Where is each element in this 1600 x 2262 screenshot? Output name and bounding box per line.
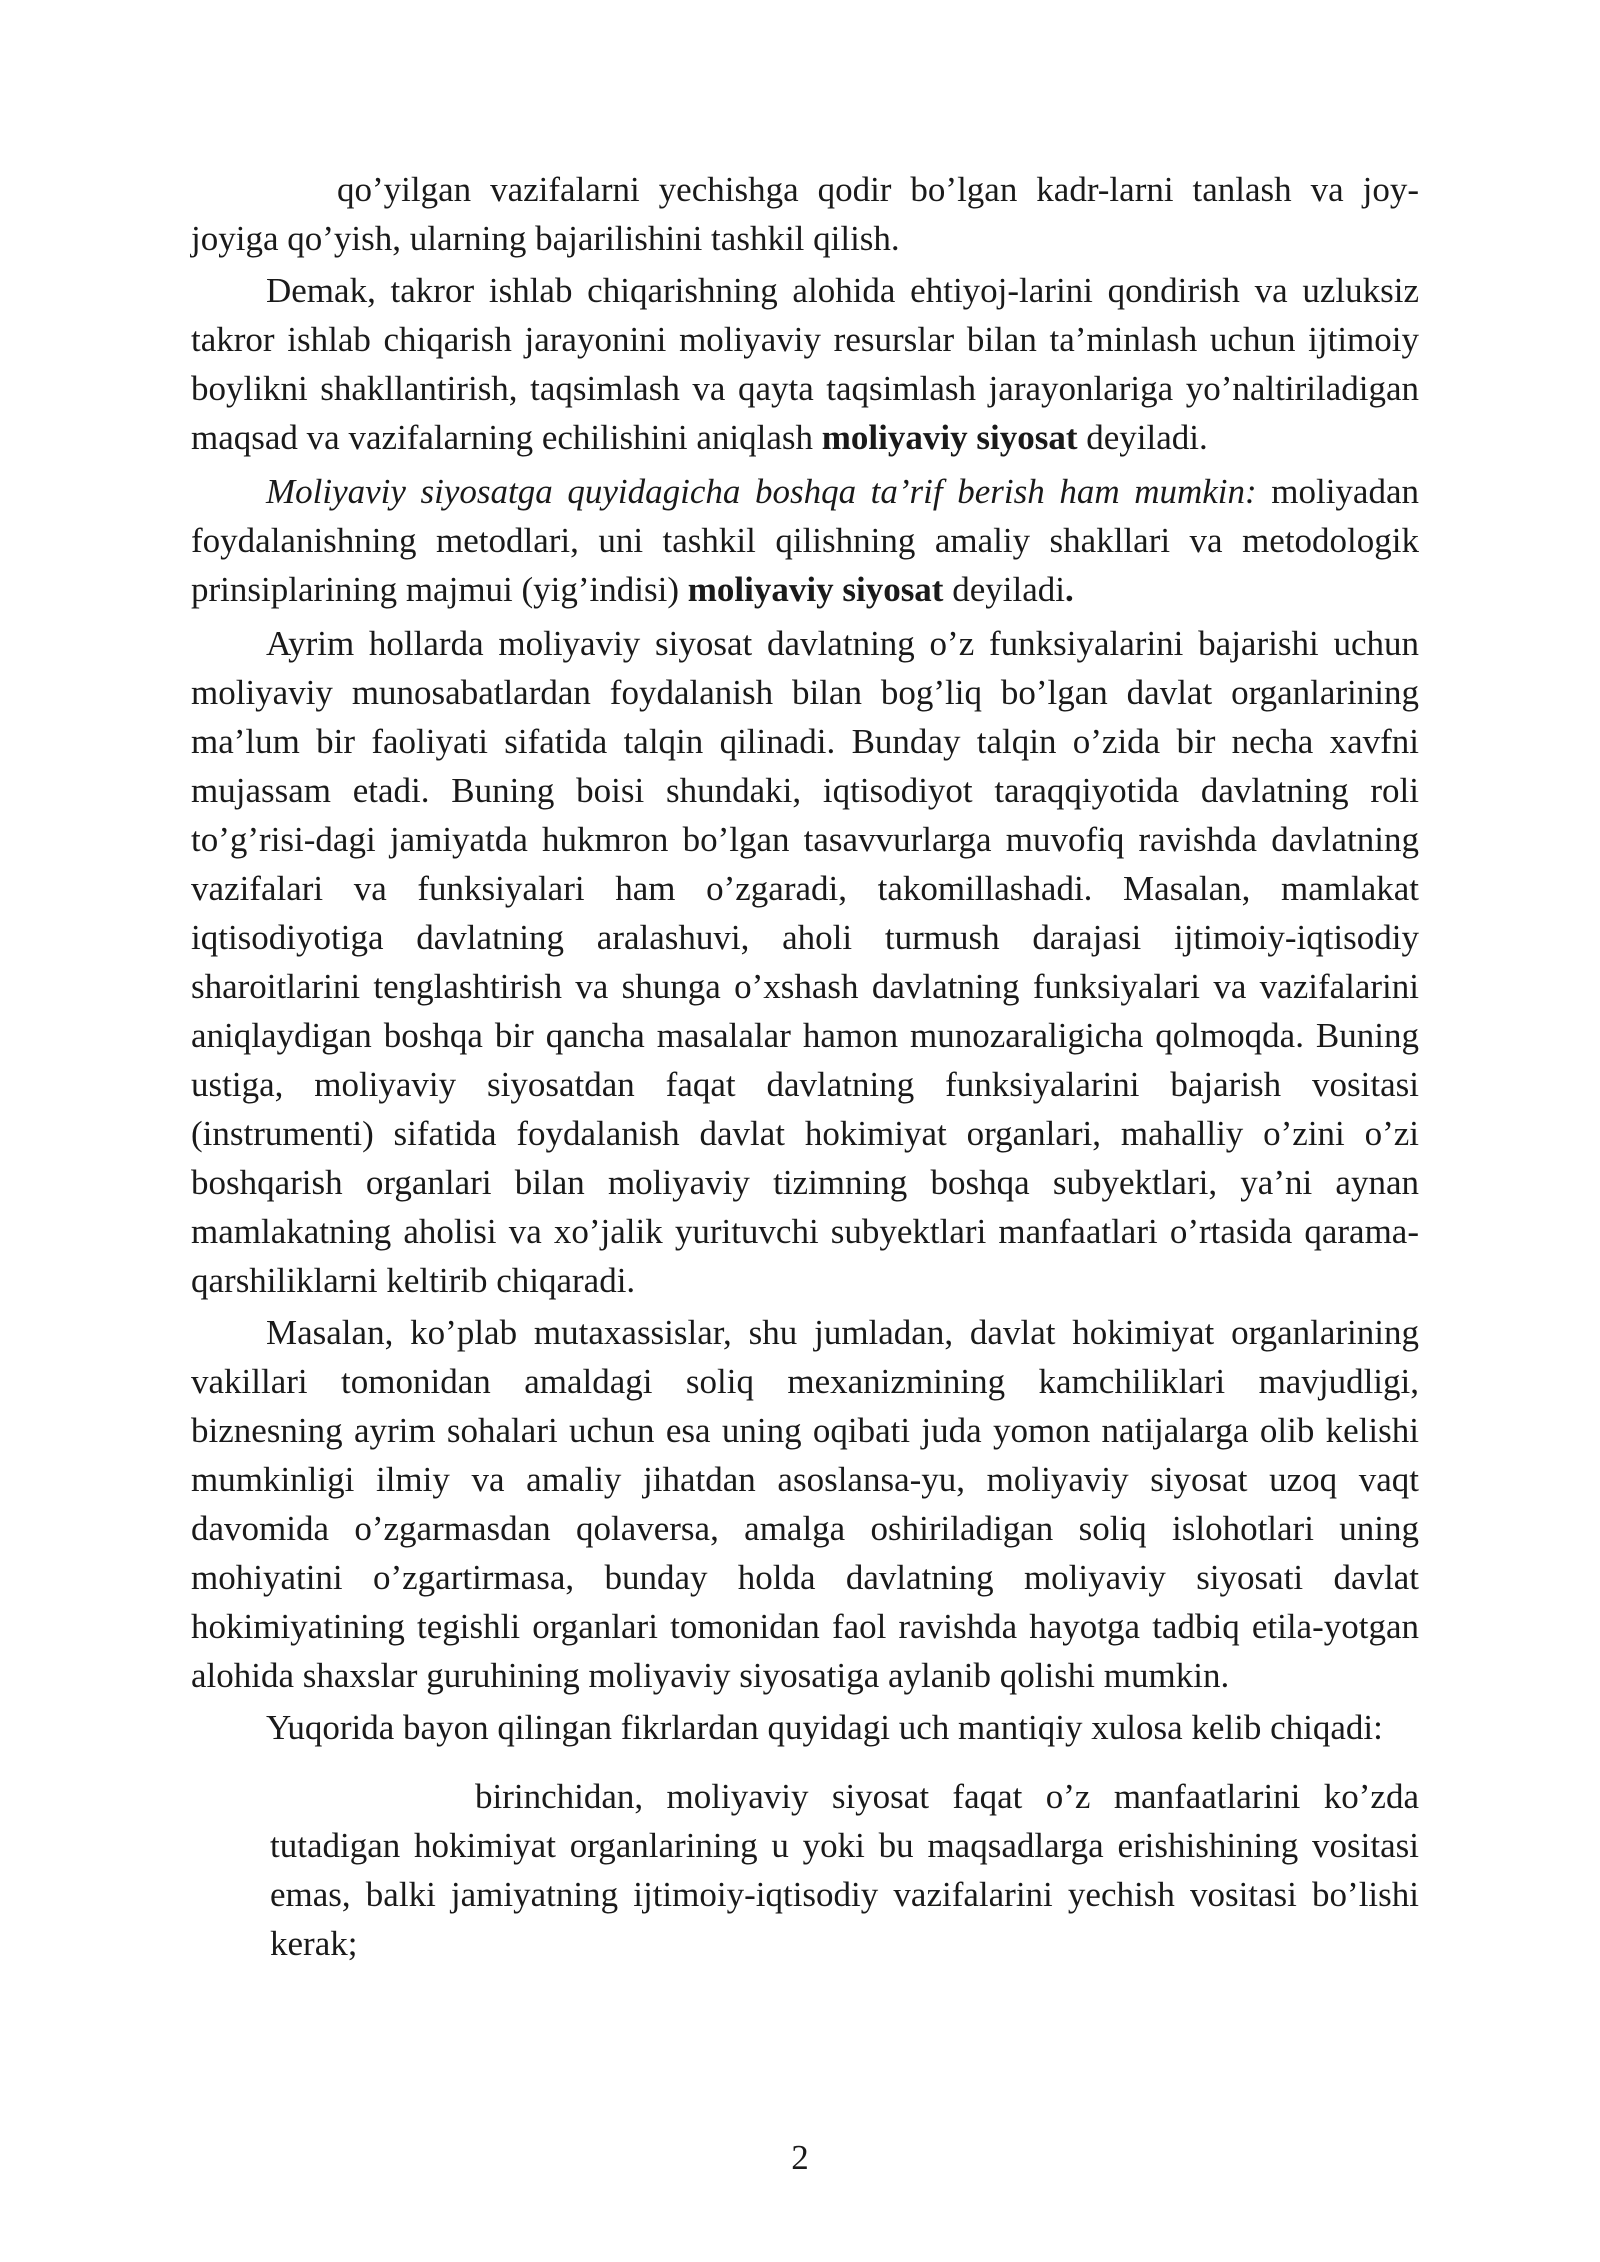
- paragraph-3: [191, 467, 1419, 614]
- paragraph-2: [191, 266, 1419, 462]
- paragraph-5-text: Masalan, ko’plab mutaxassislar, shu jumladan, davlat hokimiyat organlarining vakillari tomonidan amaldagi soliq mexanizmining kamchiliklari mavjudligi, biznesning ayrim sohalari uchun esa uning oqibati juda yomon natijalarga olib kelishi mumkinligi ilmiy va amaliy jihatdan asoslansa-yu, moliyaviy siyosat uzoq vaqt davomida o’zgarmasdan qolaversa, amalga oshiriladigan soliq islohotlari uning mohiyatini o’zgartirmasa, bunday holda davlatning moliyaviy siyosati davlat hokimiyatining tegishli organlari tomonidan faol ravishda hayotga tadbiq etila-yotgan alohida shaxslar guruhining moliyaviy siyosatiga aylanib qolishi mumkin.: [191, 1313, 1419, 1695]
- paragraph-6: [191, 1703, 1419, 1752]
- paragraph-2-ending: deyiladi.: [1077, 418, 1208, 457]
- page-body: [191, 165, 1419, 1968]
- conclusion-list: [270, 1772, 1419, 1968]
- paragraph-2-text: Demak, takror ishlab chiqarishning alohida ehtiyoj-larini qondirish va uzluksiz takror ishlab chiqarish jarayonini moliyaviy resurslar bilan ta’minlash uchun ijtimoiy boylikni shakllantirish, taqsimlash va qayta taqsimlash jarayonlariga yo’naltiriladigan maqsad va vazifalarning echilishini aniqlash: [191, 271, 1419, 457]
- paragraph-3-text: moliyadan foydalanishning metodlari, uni tashkil qilishning amaliy shakllari va metodologik prinsiplarining majmui (yig’indisi): [191, 472, 1419, 609]
- paragraph-1: [191, 165, 1419, 263]
- paragraph-5: [191, 1308, 1419, 1700]
- paragraph-3-period: .: [1064, 570, 1074, 609]
- page-number: 2: [791, 2138, 809, 2177]
- term-moliyaviy-siyosat-2: moliyaviy siyosat: [687, 570, 944, 609]
- paragraph-4-text: Ayrim hollarda moliyaviy siyosat davlatning o’z funksiyalarini bajarishi uchun moliyaviy munosabatlardan foydalanish bilan bog’liq bo’lgan davlat organlarining ma’lum bir faoliyati sifatida talqin qilinadi. Bunday talqin o’zida bir necha xavfni mujassam etadi. Buning boisi shundaki, iqtisodiyot taraqqiyotida davlatning roli to’g’risi-dagi jamiyatda hukmron bo’lgan tasavvurlarga muvofiq ravishda davlatning vazifalari va funksiyalari ham o’zgaradi, takomillashadi. Masalan, mamlakat iqtisodiyotiga davlatning aralashuvi, aholi turmush darajasi ijtimoiy-iqtisodiy sharoitlarini tenglashtirish va shunga o’xshash davlatning funksiyalari va vazifalarini aniqlaydigan boshqa bir qancha masalalar hamon munozaraligicha qolmoqda. Buning ustiga, moliyaviy siyosatdan faqat davlatning funksiyalarini bajarish vositasi (instrumenti) sifatida foydalanish davlat hokimiyat organlari, mahalliy o’zini o’zi boshqarish organlari bilan moliyaviy tizimning boshqa subyektlari, ya’ni aynan mamlakatning aholisi va xo’jalik yurituvchi subyektlari manfaatlari o’rtasida qarama-qarshiliklarni keltirib chiqaradi.: [191, 624, 1419, 1300]
- list-item: [270, 1772, 1419, 1968]
- paragraph-6-text: Yuqorida bayon qilingan fikrlardan quyidagi uch mantiqiy xulosa kelib chiqadi:: [266, 1708, 1383, 1747]
- definition-intro: Moliyaviy siyosatga quyidagicha boshqa ta’rif berish ham mumkin:: [266, 472, 1257, 511]
- term-moliyaviy-siyosat: moliyaviy siyosat: [821, 418, 1078, 457]
- paragraph-1-text: qo’yilgan vazifalarni yechishga qodir bo’lgan kadr-larni tanlash va joy-joyiga qo’yish, ularning bajarilishini tashkil qilish.: [191, 170, 1419, 258]
- paragraph-3-ending: deyiladi: [943, 570, 1065, 609]
- paragraph-4: [191, 619, 1419, 1305]
- list-item-text: birinchidan, moliyaviy siyosat faqat o’z manfaatlarini ko’zda tutadigan hokimiyat organlarining u yoki bu maqsadlarga erishishining vositasi emas, balki jamiyatning ijtimoiy-iqtisodiy vazifalarini yechish vositasi bo’lishi kerak;: [270, 1777, 1419, 1963]
